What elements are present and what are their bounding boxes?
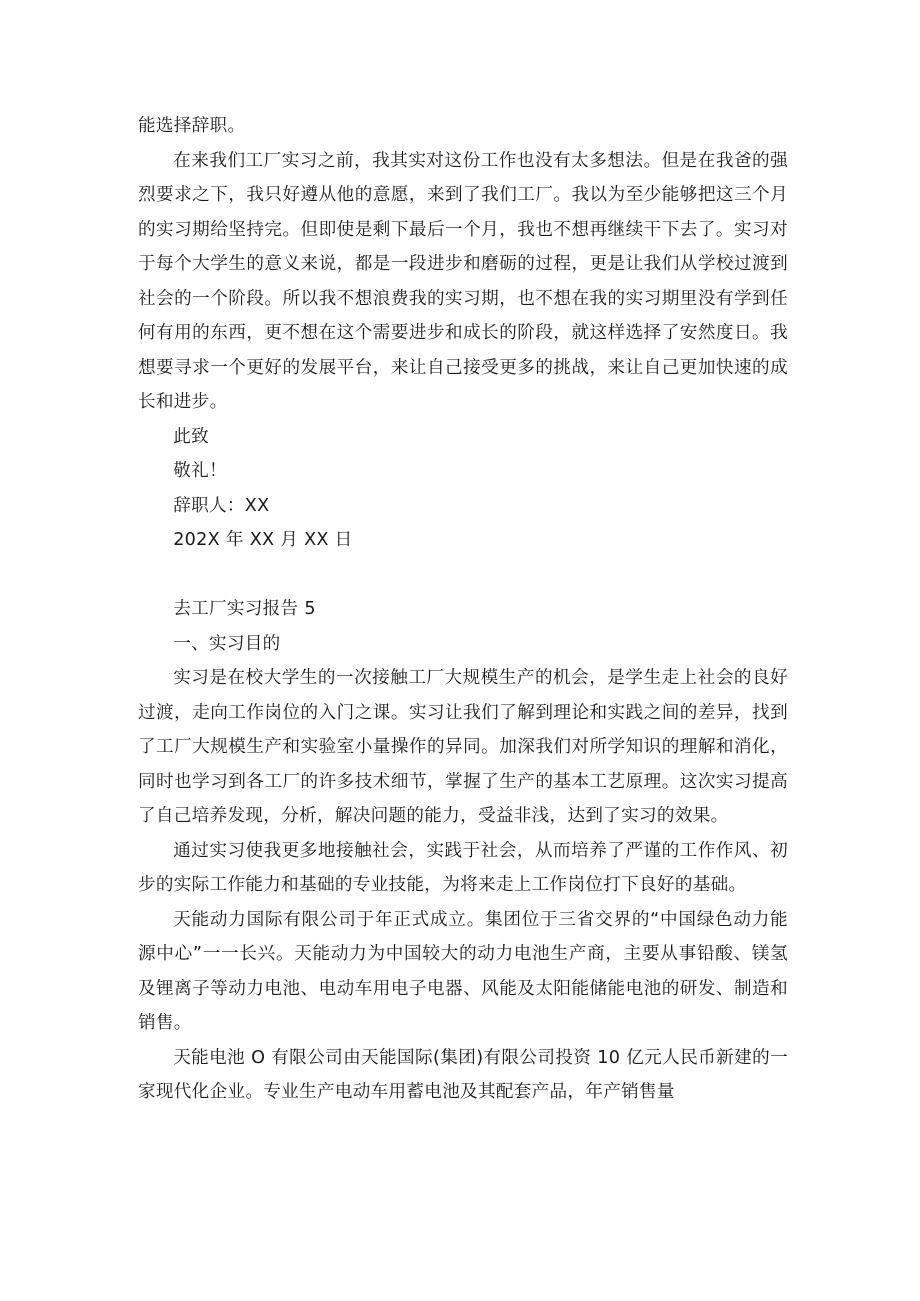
purpose-paragraph: 实习是在校大学生的一次接触工厂大规模生产的机会，是学生走上社会的良好过渡，走向工作岗位的入门之课。实习让我们了解到理论和实践之间的差异，找到了工厂大规模生产和实验室小量操作的异同。加深我们对所学知识的理解和消化，同时也学习到各工厂的许多技术细节，掌握了生产的基本工艺原理。这次实习提高了自己培养发现，分析，解决问题的能力，受益非浅，达到了实习的效果。 [138,668,788,826]
section-title: 去工厂实习报告 5 [173,599,316,619]
company-intro-paragraph: 天能动力国际有限公司于年正式成立。集团位于三省交界的“中国绿色动力能源中心”一一长兴。天能动力为中国较大的动力电池生产商，主要从事铅酸、镁氢及锂离子等动力电池、电动车用电子电器、风能及太阳能储能电池的研发、制造和销售。 [138,909,788,1033]
subsection-title: 一、实习目的 [173,633,281,654]
battery-company-paragraph: 天能电池 O 有限公司由天能国际(集团)有限公司投资 10 亿元人民币新建的一家现代化企业。专业生产电动车用蓄电池及其配套产品，年产销售量 [138,1047,788,1102]
resignation-reason-paragraph: 在来我们工厂实习之前，我其实对这份工作也没有太多想法。但是在我爸的强烈要求之下，我只好遵从他的意愿，来到了我们工厂。我以为至少能够把这三个月的实习期给坚持完。但即使是剩下最后一个月，我也不想再继续干下去了。实习对于每个大学生的意义来说，都是一段进步和磨砺的过程，更是让我们从学校过渡到社会的一个阶段。所以我不想浪费我的实习期，也不想在我的实习期里没有学到任何有用的东西，更不想在这个需要进步和成长的阶段，就这样选择了安然度日。我想要寻求一个更好的发展平台，来让自己接受更多的挑战，来让自己更加快速的成长和进步。 [138,150,788,412]
signer-line: 辞职人：XX [173,495,270,516]
intro-tail-paragraph: 能选择辞职。 [138,116,246,136]
document-body [138,109,788,1110]
date-line: 202X 年 XX 月 XX 日 [173,530,353,550]
section-gap [138,558,788,593]
social-practice-paragraph: 通过实习使我更多地接触社会，实践于社会，从而培养了严谨的工作作风、初步的实际工作能力和基础的专业技能，为将来走上工作岗位打下良好的基础。 [138,840,788,895]
closing-salutation: 此致 [173,426,209,447]
closing-respect: 敬礼！ [173,461,227,481]
